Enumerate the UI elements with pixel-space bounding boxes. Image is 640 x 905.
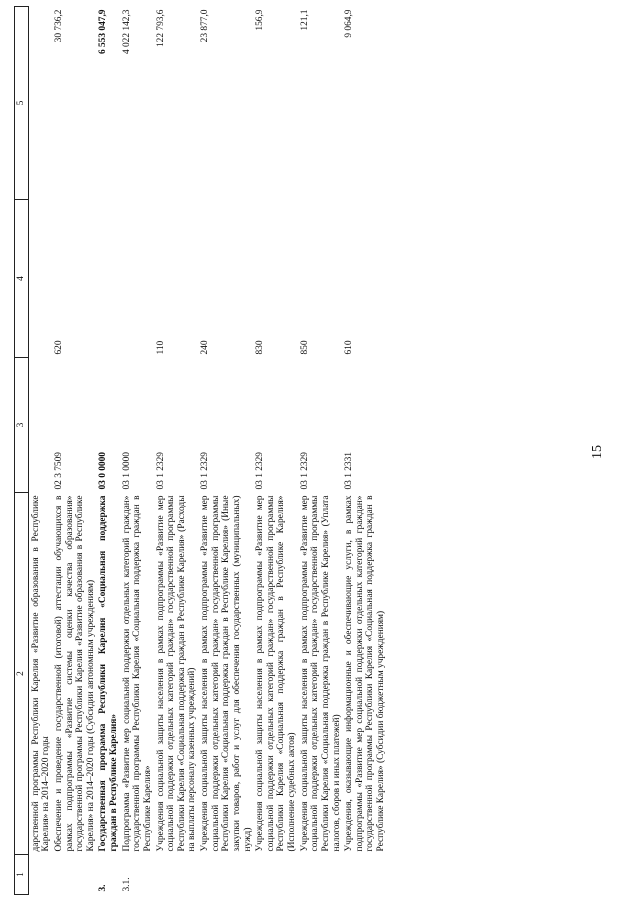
row-number: 3. [98,884,109,892]
amount [28,7,53,200]
budget-code: 03 0 0000 [98,452,109,490]
table-row [343,7,388,895]
amount: 6 553 047,9 [98,9,109,55]
amount: 156,9 [255,9,266,31]
expense-type [97,200,120,358]
table-row [155,7,200,895]
amount: 4 022 142,3 [121,9,132,55]
row-name: Учреждения социальной защиты населения в рамках подпрограммы «Развитие мер социальной поддержки отдельных категорий граждан» государственной программы Республики Карелия «Социальная поддержка граждан в Республике Карелия» (Иные закупки товаров, работ и услуг для обеспечения государственных (муниципальных) нужд) [200,495,253,852]
row-number [199,855,254,895]
expense-type: 850 [299,340,310,355]
row-name: Обеспечение и проведение государственной (итоговой) аттестации обучающихся в рамках подпрограммы «Развитие системы оценки качества образования» государственной программы Республики Карелия «Развитие образования в Республике Карелия» на 2014–2020 годы (Субсидии автономным учреждениям) [53,495,96,852]
budget-table [14,6,388,895]
row-number [254,855,299,895]
row-name: Подпрограмма «Развитие мер социальной поддержки отдельных категорий граждан» государственной программы Республики Карелия «Социальная поддержка граждан в Республике Карелия» [121,495,153,852]
row-name: Учреждения социальной защиты населения в рамках подпрограммы «Развитие мер социальной поддержки отдельных категорий граждан» государственной программы Республики Карелия «Социальная поддержка граждан в Республике Карелия» (Расходы на выплаты персоналу казенных учреждений) [155,495,198,852]
budget-code: 02 3 7509 [53,452,64,490]
row-number [28,855,53,895]
amount: 122 793,6 [155,9,166,47]
budget-code: 03 1 2329 [155,452,166,490]
expense-type: 620 [53,340,64,355]
expense-type: 830 [255,340,266,355]
header-col-1: 1 [15,855,29,895]
row-name: Учреждения социальной защиты населения в рамках подпрограммы «Развитие мер социальной поддержки отдельных категорий граждан» государственной программы Республики Карелия «Социальная поддержка граждан в Республике Карелия» (Уплата налогов, сборов и иных платежей) [299,495,342,852]
table-header [15,7,29,895]
amount: 30 736,2 [53,9,64,43]
header-col-2: 2 [15,493,29,855]
row-number [299,855,344,895]
table-row [199,7,254,895]
expense-type [28,200,53,358]
table-row [28,7,53,895]
row-name: Учреждения социальной защиты населения в рамках подпрограммы «Развитие мер социальной поддержки отдельных категорий граждан» государственной программы Республики Карелия «Социальная поддержка граждан в Республике Карелия» (Исполнение судебных актов) [255,495,297,852]
row-number [343,855,388,895]
row-name: дарственной программы Республики Карелия «Развитие образования в Республике Карелия» на 2014–2020 годы [30,495,52,852]
table-row [97,7,120,895]
rotated-page [14,7,570,895]
budget-code: 03 1 2329 [255,452,266,490]
amount: 23 877,0 [200,9,210,43]
budget-code [28,358,53,493]
expense-type [121,200,155,358]
budget-code: 03 1 0000 [121,452,132,490]
header-col-3: 3 [15,358,29,493]
expense-type: 110 [155,340,166,355]
table-row [254,7,299,895]
page-number: 15 [590,445,605,459]
row-name: Государственная программа Республики Карелия «Социальная поддержка граждан в Республике Карелия» [98,495,119,852]
header-col-5: 5 [15,7,29,200]
expense-type: 240 [200,340,210,355]
table-row [299,7,344,895]
row-number: 3.1. [121,877,132,892]
budget-code: 03 1 2329 [299,452,310,490]
amount: 121,1 [299,9,310,31]
amount: 9 064,9 [344,9,355,38]
row-number [155,855,200,895]
expense-type: 610 [344,340,355,355]
budget-code: 03 1 2329 [200,452,210,490]
budget-code: 03 1 2331 [344,452,355,490]
header-col-4: 4 [15,200,29,358]
header-row [15,7,29,895]
table-row [121,7,155,895]
row-number [53,855,98,895]
row-name: Учреждения, оказывающие информационные и обеспечивающие услуги, в рамках подпрограммы «Развитие мер социальной поддержки отдельных категорий граждан» государственной программы Республики Карелия «Социальная поддержка граждан в Республике Карелия» (Субсидии бюджетным учреждениям) [344,495,386,852]
table-row [53,7,98,895]
table-body [28,7,388,895]
